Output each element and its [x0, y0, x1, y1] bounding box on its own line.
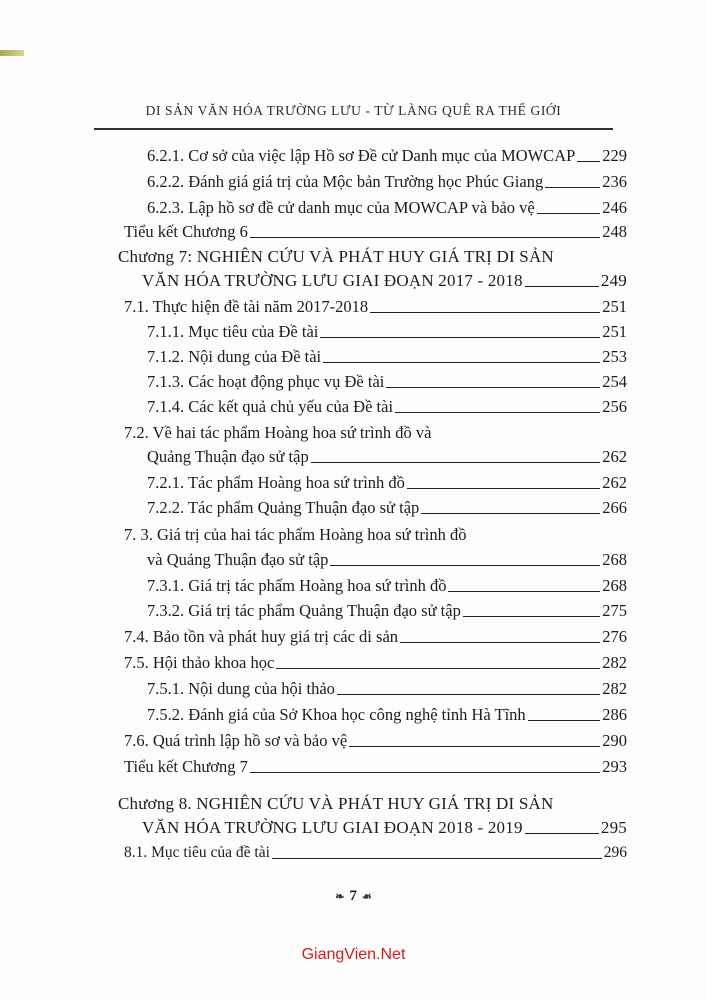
toc-leader — [250, 772, 600, 773]
toc-entry-page: 268 — [602, 550, 627, 569]
toc-entry-page: 276 — [602, 627, 627, 646]
toc-entry-6-2-1 — [147, 147, 627, 165]
toc-entry-7-3-2 — [147, 602, 627, 620]
toc-entry-page: 253 — [602, 347, 627, 366]
toc-entry-page: 290 — [602, 731, 627, 750]
toc-leader — [525, 286, 599, 287]
toc-entry-page: 286 — [602, 705, 627, 724]
toc-entry-title: VĂN HÓA TRƯỜNG LƯU GIAI ĐOẠN 2018 - 2019 — [142, 818, 523, 837]
toc-leader — [386, 387, 600, 388]
toc-leader — [525, 833, 599, 834]
toc-leader — [537, 213, 600, 214]
running-header: DI SẢN VĂN HÓA TRƯỜNG LƯU - TỪ LÀNG QUÊ RA THẾ GIỚI — [145, 103, 562, 118]
toc-entry-7-2 — [147, 448, 627, 466]
toc-leader — [320, 337, 600, 338]
page-folio — [0, 888, 707, 905]
toc-entry-title: 6.2.3. Lập hồ sơ đề cử danh mục của MOWCAP và bảo vệ — [147, 198, 535, 217]
toc-leader — [545, 187, 600, 188]
toc-entry-title: 7.1. Thực hiện đề tài năm 2017-2018 — [124, 297, 369, 316]
toc-leader — [323, 362, 600, 363]
toc-leader — [448, 591, 600, 592]
toc-entry-page: 295 — [600, 818, 627, 837]
toc-leader — [400, 642, 600, 643]
toc-leader — [276, 668, 600, 669]
toc-entry-page: 229 — [602, 146, 627, 165]
toc-entry-page: 282 — [602, 679, 627, 698]
toc-entry-page: 236 — [602, 172, 627, 191]
toc-entry-title: Quảng Thuận đạo sử tập — [147, 447, 309, 466]
toc-entry-summary-6 — [124, 223, 627, 241]
toc-entry-page: 249 — [600, 271, 627, 290]
toc-entry-7-3 — [147, 551, 627, 569]
toc-entry-page: 282 — [602, 653, 627, 672]
toc-entry-title: 7.1.1. Mục tiêu của Đề tài — [147, 322, 319, 341]
toc-entry-title: 7.2.2. Tác phẩm Quảng Thuận đạo sử tập — [147, 498, 420, 517]
toc-entry-7-3-line1: 7. 3. Giá trị của hai tác phẩm Hoàng hoa sứ trình đồ — [124, 525, 467, 544]
toc-entry-title: 7.2.1. Tác phẩm Hoàng hoa sứ trình đồ — [147, 473, 405, 492]
toc-leader — [349, 746, 600, 747]
toc-entry-chapter-7 — [142, 272, 627, 290]
toc-entry-page: 246 — [602, 198, 627, 217]
toc-leader — [395, 412, 600, 413]
toc-entry-7-1-3 — [147, 373, 627, 391]
toc-leader — [250, 237, 600, 238]
toc-entry-title: 6.2.1. Cơ sở của việc lập Hồ sơ Đề cử Danh mục của MOWCAP — [147, 146, 576, 165]
toc-entry-page: 268 — [602, 576, 627, 595]
toc-entry-title: 7.1.2. Nội dung của Đề tài — [147, 347, 322, 366]
toc-entry-title: Tiểu kết Chương 6 — [124, 222, 248, 241]
toc-entry-page: 293 — [602, 757, 627, 776]
toc-entry-7-1-4 — [147, 398, 627, 416]
toc-leader — [528, 720, 601, 721]
toc-entry-title: 6.2.2. Đánh giá giá trị của Mộc bản Trường học Phúc Giang — [147, 172, 544, 191]
toc-entry-7-5-1 — [147, 680, 627, 698]
toc-entry-page: 254 — [602, 372, 627, 391]
toc-entry-7-6 — [124, 732, 627, 750]
toc-leader — [463, 616, 600, 617]
chapter-8-heading-line1: Chương 8. NGHIÊN CỨU VÀ PHÁT HUY GIÁ TRỊ DI SẢN — [118, 794, 554, 813]
toc-entry-page: 296 — [603, 844, 627, 861]
toc-entry-7-3-1 — [147, 577, 627, 595]
toc-entry-7-2-2 — [147, 499, 627, 517]
toc-entry-7-5 — [124, 654, 627, 672]
toc-entry-7-1 — [124, 298, 627, 316]
toc-leader — [421, 513, 600, 514]
toc-leader — [370, 312, 600, 313]
toc-entry-title: 7.3.2. Giá trị tác phẩm Quảng Thuận đạo sử tập — [147, 601, 461, 620]
toc-entry-title: 7.4. Bảo tồn và phát huy giá trị các di sản — [124, 627, 399, 646]
watermark: GiangVien.Net — [301, 946, 406, 963]
toc-entry-title: 7.5. Hội thảo khoa học — [124, 653, 275, 672]
toc-leader — [330, 565, 600, 566]
toc-entry-title: và Quảng Thuận đạo sử tập — [147, 550, 329, 569]
toc-leader — [337, 694, 600, 695]
toc-entry-7-5-2 — [147, 706, 627, 724]
toc-entry-page: 262 — [602, 447, 627, 466]
toc-entry-page: 262 — [602, 473, 627, 492]
toc-entry-7-2-1 — [147, 474, 627, 492]
toc-entry-summary-7 — [124, 758, 627, 776]
toc-entry-title: VĂN HÓA TRƯỜNG LƯU GIAI ĐOẠN 2017 - 2018 — [142, 271, 523, 290]
page-number: 7 — [349, 888, 357, 904]
chapter-7-heading-line1: Chương 7: NGHIÊN CỨU VÀ PHÁT HUY GIÁ TRỊ DI SẢN — [118, 247, 554, 266]
toc-entry-6-2-3 — [147, 199, 627, 217]
toc-entry-page: 251 — [602, 297, 627, 316]
toc-entry-page: 248 — [602, 222, 627, 241]
ornament-left-icon: ❧ — [335, 891, 345, 904]
toc-entry-page: 256 — [602, 397, 627, 416]
toc-entry-page: 251 — [602, 322, 627, 341]
toc-entry-chapter-8 — [142, 819, 627, 837]
toc-entry-title: 7.1.4. Các kết quả chủ yếu của Đề tài — [147, 397, 394, 416]
toc-leader — [311, 462, 601, 463]
toc-entry-page: 275 — [602, 601, 627, 620]
toc-entry-7-1-1 — [147, 323, 627, 341]
toc-entry-title: 7.6. Quá trình lập hồ sơ và bảo vệ — [124, 731, 348, 750]
toc-entry-7-2-line1: 7.2. Về hai tác phẩm Hoàng hoa sứ trình đồ và — [124, 423, 432, 442]
toc-entry-7-1-2 — [147, 348, 627, 366]
toc-entry-title: 7.5.2. Đánh giá của Sở Khoa học công nghệ tỉnh Hà Tĩnh — [147, 705, 526, 724]
toc-entry-title: 8.1. Mục tiêu của đề tài — [124, 844, 270, 861]
toc-entry-title: Tiểu kết Chương 7 — [124, 757, 248, 776]
toc-entry-title: 7.3.1. Giá trị tác phẩm Hoàng hoa sứ trình đồ — [147, 576, 447, 595]
ornament-right-icon: ☙ — [361, 891, 372, 904]
toc-leader — [407, 488, 600, 489]
toc-entry-7-4 — [124, 628, 627, 646]
toc-entry-title: 7.1.3. Các hoạt động phục vụ Đề tài — [147, 372, 385, 391]
toc-entry-8-1 — [124, 844, 627, 862]
toc-entry-6-2-2 — [147, 173, 627, 191]
toc-entry-title: 7.5.1. Nội dung của hội thảo — [147, 679, 335, 698]
toc-entry-page: 266 — [602, 498, 627, 517]
toc-leader — [577, 161, 600, 162]
toc-leader — [272, 858, 602, 859]
